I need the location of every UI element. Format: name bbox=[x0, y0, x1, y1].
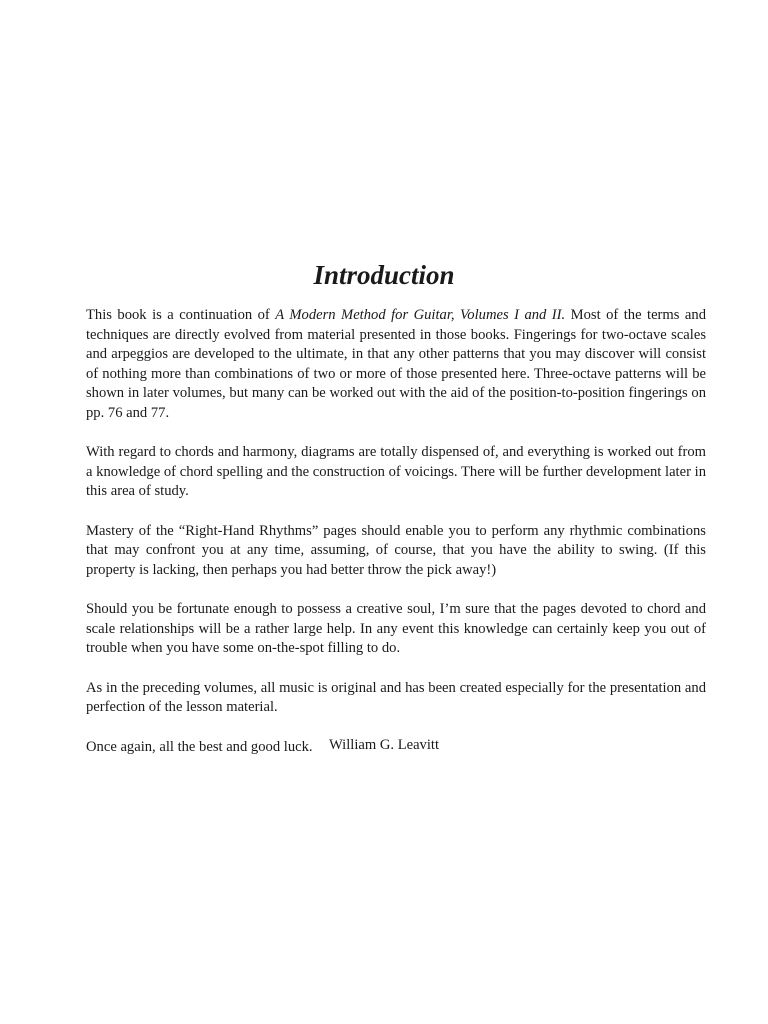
paragraph-4: Should you be fortunate enough to possess a creative soul, I’m sure that the pages devoted to chord and scale relationships will be a rather large help. In any event this knowledge can certainly keep you out of trouble when you have some on-the-spot filling to do. bbox=[86, 601, 706, 656]
paragraph-3: Mastery of the “Right-Hand Rhythms” pages should enable you to perform any rhythmic combinations that may confront you at any time, assuming, of course, that you have the ability to swing. (If this property is lacking, then perhaps you had better throw the pick away!) bbox=[86, 522, 706, 578]
author-signature: William G. Leavitt bbox=[328, 737, 440, 753]
page-title: Introduction bbox=[313, 260, 455, 290]
paragraph-5: As in the preceding volumes, all music is original and has been created especially for the presentation and perfection of the lesson material. bbox=[86, 679, 706, 715]
body-text bbox=[86, 306, 706, 777]
paragraph-1-text-end: Most of the terms and techniques are directly evolved from material presented in those books. Fingerings for two-octave scales and arpeggios are developed to the ultimate, in that any other patterns that you may discover will consist of nothing more than combinations of two or more of those presented here. Three-octave patterns will be shown in later volumes, but many can be worked out with the aid of the position-to-position fingerings on pp. 76 and 77. bbox=[86, 307, 706, 421]
book-reference: A Modern Method for Guitar, Volumes I and II. bbox=[275, 307, 566, 323]
paragraph-1-text-start: This book is a continuation of bbox=[86, 307, 276, 323]
paragraph-6: Once again, all the best and good luck. bbox=[86, 738, 313, 755]
paragraph-1 bbox=[86, 306, 706, 423]
paragraph-2: With regard to chords and harmony, diagrams are totally dispensed of, and everything is worked out from a knowledge of chord spelling and the construction of voicings. There will be further development later in this area of study. bbox=[86, 444, 706, 499]
